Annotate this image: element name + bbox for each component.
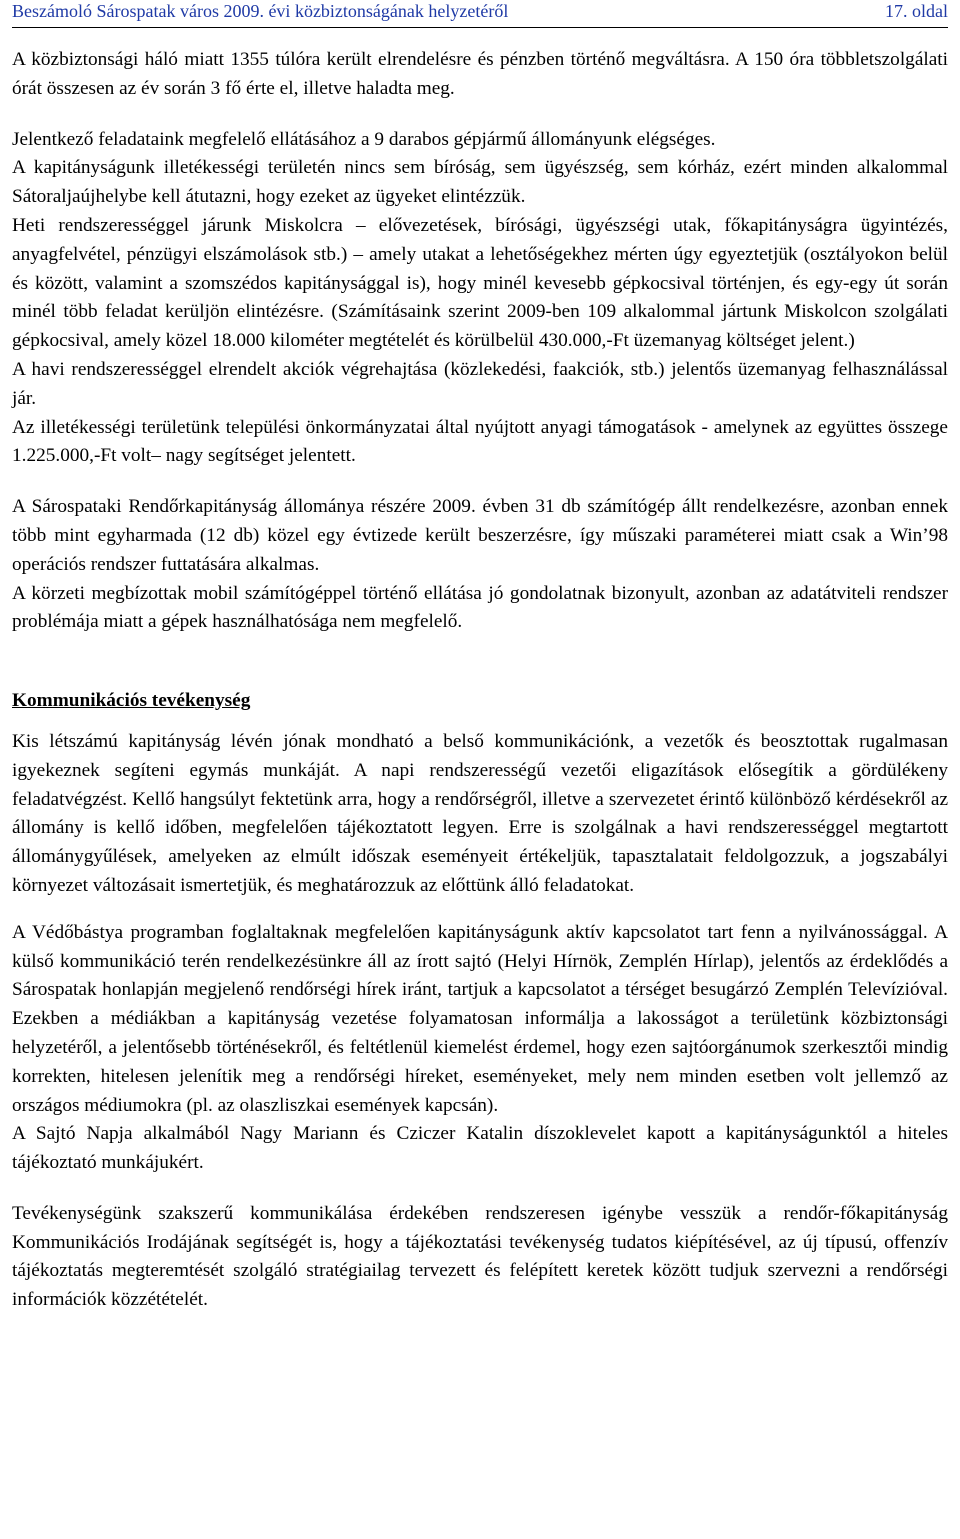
paragraph-internal-communication: Kis létszámú kapitányság lévén jónak mondható a belső kommunikációnk, a vezetők és beosztottak rugalmasan igyekeznek segíteni egymás munkáját. A napi rendszerességű vezetői eligazítások elősegítik a gördülékeny feladatvégzést. Kellő hangsúlyt fektetünk arra, hogy a rendőrségről, illetve a szervezetet érintő különböző kérdésekről az állomány is kellő időben, megfelelően tájékoztatott legyen. Erre is szolgálnak a havi rendszerességgel megtartott állománygyűlések, amelyeken az elmúlt időszak eseményeit értékeljük, tapasztalatait feldolgozzuk, a jogszabályi környezet változásait ismertetjük, és meghatározzuk az előttünk álló feladatokat. (12, 730, 948, 896)
header-title: Beszámoló Sárospatak város 2009. évi közbiztonságának helyzetéről (12, 1, 509, 21)
paragraph-overtime: A közbiztonsági háló miatt 1355 túlóra került elrendelésre és pénzben történő megváltásra. A 150 óra többletszolgálati órát összesen az év során 3 fő érte el, illetve haladta meg. (12, 49, 948, 99)
paragraph-miskolc-trips: Heti rendszerességgel járunk Miskolcra – elővezetések, bírósági, ügyészségi utak, főkapitányságra ügyintézés, anyagfelvétel, pénzügyi elszámolások stb.) – amely utakat a lehetőségekhez mérten úgy egyeztetjük (osztályokon belül és között, valamint a szomszédos kapitánysággal is), hogy minél kevesebb gépkocsival történjen, és egy-egy út során minél több feladat kerüljön elintézésre. (Számításaink szerint 2009-ben 109 alkalommal jártunk Miskolcon szolgálati gépkocsival, amely közel 18.000 kilométer megtételét és körülbelül 430.000,-Ft üzemanyag költséget jelent.) (12, 214, 948, 352)
section-heading-communication: Kommunikációs tevékenység (12, 690, 251, 712)
paragraph-fuel-usage: A havi rendszerességgel elrendelt akciók végrehajtása (közlekedési, faakciók, stb.) jelentős üzemanyag felhasználással jár. (12, 358, 948, 409)
paragraph-communication-office: Tevékenységünk szakszerű kommunikálása érdekében rendszeresen igénybe vesszük a rendőr-főkapitányság Kommunikációs Irodájának segítségét is, hogy a tájékoztatási tevékenység tudatos kiépítésével, az új típusú, offenzív tájékoztatás megteremtését szolgáló stratégiailag tervezett és felépített keretek között tudjuk szervezni a rendőrségi információk közzétételét. (12, 1202, 948, 1311)
paragraph-jurisdiction: A kapitányságunk illetékességi területén nincs sem bíróság, sem ügyészség, sem kórház, ezért minden alkalommal Sátoraljaújhelybe kell átutazni, hogy ezeket az ügyeket elintézzük. (12, 157, 948, 208)
document-body (12, 46, 948, 1315)
paragraph-vehicles: Jelentkező feladataink megfelelő ellátásához a 9 darabos gépjármű állományunk elégséges. (12, 128, 716, 150)
paragraph-press-day: A Sajtó Napja alkalmából Nagy Mariann és Cziczer Katalin díszoklevelet kapott a kapitányságunktól a hiteles tájékoztató munkájukért. (12, 1123, 948, 1174)
paragraph-computers: A Sárospataki Rendőrkapitányság állománya részére 2009. évben 31 db számítógép állt rendelkezésre, azonban ennek több mint egyharmada (12 db) közel egy évtizede került beszerzésre, így műszaki paraméterei miatt csak a Win’98 operációs rendszer futtatására alkalmas. (12, 496, 948, 575)
page-number: 17. oldal (885, 1, 948, 21)
paragraph-external-communication: A Védőbástya programban foglaltaknak megfelelően kapitányságunk aktív kapcsolatot tart fenn a nyilvánossággal. A külső kommunikáció terén rendelkezésünkre áll az írott sajtó (Helyi Hírnök, Zemplén Hírlap), jelentős az érdeklődés a Sárospatak honlapján megjelenő rendőrségi hírek iránt, tartjuk a kapcsolatot a térséget besugárzó Zemplén Televízióval. Ezekben a médiákban a kapitányság vezetése folyamatosan informálja a lakosságot a területünk közbiztonsági helyzetéről, a jelentősebb történésekről, és feltétlenül kiemelést érdemel, hogy ezen sajtóorgánumok szerkesztői mindig korrekten, hitelesen jelenítik meg a rendőrségi híreket, eseményeket, mely nem minden esetben volt jellemző az országos médiumokra (pl. az olaszliszkai események kapcsán). (12, 921, 948, 1116)
paragraph-municipal-support: Az illetékességi területünk települési önkormányzatai által nyújtott anyagi támogatások - amelynek az együttes összege 1.225.000,-Ft volt– nagy segítséget jelentett. (12, 416, 948, 467)
page-header (12, 0, 948, 28)
paragraph-mobile-computers: A körzeti megbízottak mobil számítógéppel történő ellátása jó gondolatnak bizonyult, azonban az adatátviteli rendszer problémája miatt a gépek használhatósága nem megfelelő. (12, 582, 948, 633)
